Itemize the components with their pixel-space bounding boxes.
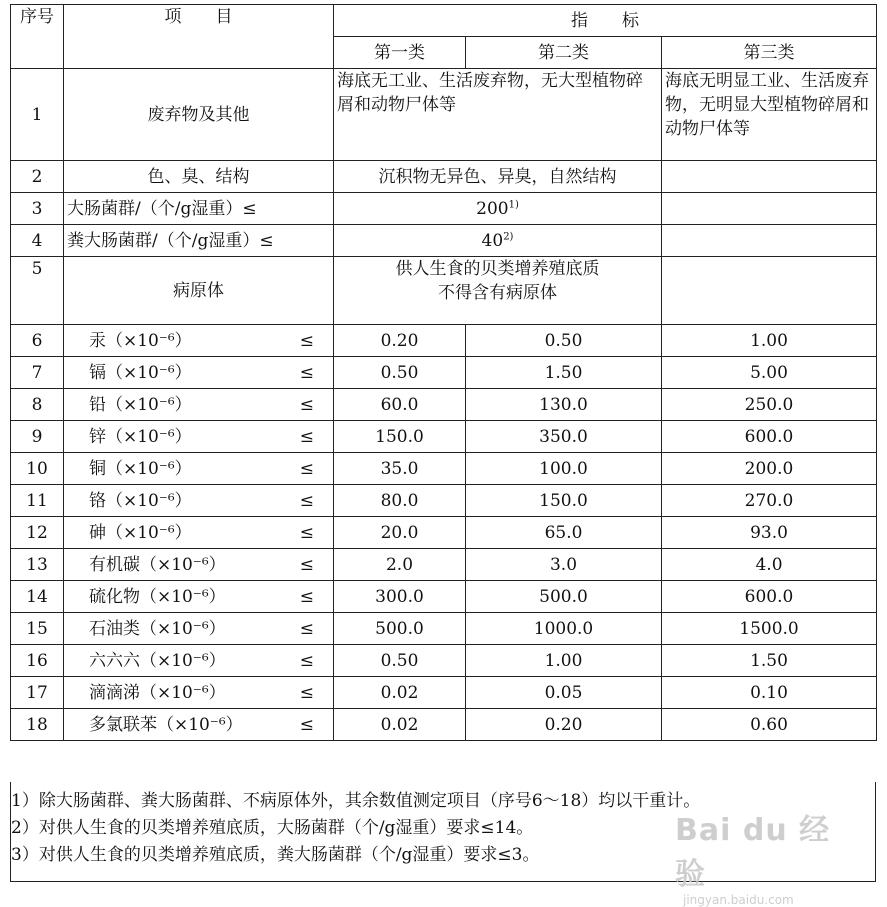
- class1-value: 0.02: [334, 677, 466, 709]
- class3-value: 600.0: [662, 421, 877, 453]
- class3-value: 1.00: [662, 325, 877, 357]
- table-row: [11, 225, 877, 257]
- row-item: [64, 421, 334, 453]
- table-row: [11, 677, 877, 709]
- unit-suffix: （×10⁻⁶）: [106, 330, 192, 351]
- leq-sign: ≤: [299, 618, 314, 639]
- row-item: [64, 709, 334, 741]
- class3-value: 0.60: [662, 709, 877, 741]
- unit-suffix: （×10⁻⁶）: [140, 682, 226, 703]
- substance-name: 铬: [89, 490, 106, 511]
- watermark-logo-text: Bai du 经验: [675, 813, 831, 892]
- row-class12-line2: 不得含有病原体: [438, 283, 557, 303]
- row-item: [64, 517, 334, 549]
- class1-value: 20.0: [334, 517, 466, 549]
- unit-suffix: （×10⁻⁶）: [106, 362, 192, 383]
- row-no: 6: [11, 325, 64, 357]
- row-item: 大肠菌群/（个/g湿重）≤: [64, 193, 334, 225]
- class3-value: 1.50: [662, 645, 877, 677]
- class1-value: 500.0: [334, 613, 466, 645]
- watermark-url: jingyan.baidu.com: [683, 893, 794, 907]
- row-item: [64, 485, 334, 517]
- row-no: 11: [11, 485, 64, 517]
- row-no: 9: [11, 421, 64, 453]
- row-no: 18: [11, 709, 64, 741]
- row-item: 废弃物及其他: [64, 69, 334, 161]
- unit-suffix: （×10⁻⁶）: [106, 426, 192, 447]
- substance-name: 锌: [89, 426, 106, 447]
- leq-sign: ≤: [299, 554, 314, 575]
- row-class12: [334, 257, 662, 325]
- leq-sign: ≤: [299, 330, 314, 351]
- unit-suffix: （×10⁻⁶）: [106, 490, 192, 511]
- substance-name: 有机碳: [89, 554, 140, 575]
- class2-value: 0.50: [466, 325, 662, 357]
- unit-suffix: （×10⁻⁶）: [140, 586, 226, 607]
- row-item: 粪大肠菌群/（个/g湿重）≤: [64, 225, 334, 257]
- table-row: [11, 453, 877, 485]
- unit-suffix: （×10⁻⁶）: [140, 554, 226, 575]
- table-row: [11, 257, 877, 325]
- table-row: [11, 485, 877, 517]
- row-class12: [334, 193, 662, 225]
- col-item-header: 项 目: [64, 5, 334, 69]
- leq-sign: ≤: [299, 522, 314, 543]
- class2-value: 1.50: [466, 357, 662, 389]
- unit-suffix: （×10⁻⁶）: [106, 458, 192, 479]
- table-row: [11, 517, 877, 549]
- class1-value: 0.02: [334, 709, 466, 741]
- value: 40: [481, 230, 504, 251]
- row-no: 13: [11, 549, 64, 581]
- row-item: 病原体: [64, 257, 334, 325]
- class3-value: 5.00: [662, 357, 877, 389]
- substance-name: 硫化物: [89, 586, 140, 607]
- row-no: 2: [11, 161, 64, 193]
- class2-value: 100.0: [466, 453, 662, 485]
- substance-name: 铅: [89, 394, 106, 415]
- class3-value: 200.0: [662, 453, 877, 485]
- class3-value: 270.0: [662, 485, 877, 517]
- table-row: [11, 421, 877, 453]
- class1-value: 2.0: [334, 549, 466, 581]
- class1-value: 0.50: [334, 357, 466, 389]
- class3-value: 1500.0: [662, 613, 877, 645]
- row-item: [64, 645, 334, 677]
- class1-value: 300.0: [334, 581, 466, 613]
- table-row: [11, 357, 877, 389]
- class3-value: 250.0: [662, 389, 877, 421]
- footnote-1: 1）除大肠菌群、粪大肠菌群、不病原体外，其余数值测定项目（序号6～18）均以干重计。: [11, 791, 701, 811]
- table-row: [11, 325, 877, 357]
- leq-sign: ≤: [299, 426, 314, 447]
- class1-value: 0.20: [334, 325, 466, 357]
- class3-header: 第三类: [662, 37, 877, 69]
- class1-header: 第一类: [334, 37, 466, 69]
- col-no-header: 序号: [11, 5, 64, 69]
- row-class12: 沉积物无异色、异臭，自然结构: [334, 161, 662, 193]
- leq-sign: ≤: [299, 586, 314, 607]
- class2-value: 65.0: [466, 517, 662, 549]
- row-class12-line1: 供人生食的贝类增养殖底质: [395, 259, 600, 279]
- class2-value: 1.00: [466, 645, 662, 677]
- table-row: [11, 613, 877, 645]
- class2-value: 150.0: [466, 485, 662, 517]
- class3-value: 600.0: [662, 581, 877, 613]
- class2-value: 0.05: [466, 677, 662, 709]
- class2-value: 1000.0: [466, 613, 662, 645]
- substance-name: 石油类: [89, 618, 140, 639]
- row-no: 17: [11, 677, 64, 709]
- row-item: [64, 581, 334, 613]
- row-no: 7: [11, 357, 64, 389]
- unit-suffix: （×10⁻⁶）: [140, 618, 226, 639]
- row-item: [64, 549, 334, 581]
- row-no: 8: [11, 389, 64, 421]
- substance-name: 镉: [89, 362, 106, 383]
- row-class3: [662, 193, 877, 225]
- row-no: 4: [11, 225, 64, 257]
- substance-name: 六六六: [89, 650, 140, 671]
- substance-name: 铜: [89, 458, 106, 479]
- substance-name: 砷: [89, 522, 106, 543]
- row-item: [64, 677, 334, 709]
- class2-value: 350.0: [466, 421, 662, 453]
- col-index-header: 指 标: [334, 5, 877, 37]
- leq-sign: ≤: [299, 458, 314, 479]
- footnote-3: 3）对供人生食的贝类增养殖底质，粪大肠菌群（个/g湿重）要求≤3。: [11, 845, 540, 865]
- table-row: [11, 389, 877, 421]
- row-no: 16: [11, 645, 64, 677]
- class3-value: 93.0: [662, 517, 877, 549]
- class1-value: 0.50: [334, 645, 466, 677]
- row-no: 5: [11, 257, 64, 325]
- leq-sign: ≤: [299, 682, 314, 703]
- table-row: [11, 161, 877, 193]
- row-item: [64, 389, 334, 421]
- table-row: [11, 193, 877, 225]
- row-item: [64, 325, 334, 357]
- substance-name: 汞: [89, 330, 106, 351]
- footnote-2: 2）对供人生食的贝类增养殖底质，大肠菌群（个/g湿重）要求≤14。: [11, 818, 534, 838]
- class2-value: 0.20: [466, 709, 662, 741]
- table-row: [11, 69, 877, 161]
- leq-sign: ≤: [299, 394, 314, 415]
- class1-value: 80.0: [334, 485, 466, 517]
- value: 200: [476, 198, 509, 219]
- row-no: 15: [11, 613, 64, 645]
- row-class3: [662, 257, 877, 325]
- row-no: 3: [11, 193, 64, 225]
- row-class12: 海底无工业、生活废弃物，无大型植物碎屑和动物尸体等: [334, 69, 662, 161]
- class1-value: 60.0: [334, 389, 466, 421]
- header-row: [11, 5, 877, 37]
- row-item: [64, 453, 334, 485]
- class1-value: 150.0: [334, 421, 466, 453]
- row-no: 14: [11, 581, 64, 613]
- class1-value: 35.0: [334, 453, 466, 485]
- unit-suffix: （×10⁻⁶）: [140, 650, 226, 671]
- class3-value: 4.0: [662, 549, 877, 581]
- row-no: 1: [11, 69, 64, 161]
- leq-sign: ≤: [299, 362, 314, 383]
- row-item: [64, 357, 334, 389]
- standard-table: [10, 4, 877, 741]
- unit-suffix: （×10⁻⁶）: [106, 394, 192, 415]
- row-item: 色、臭、结构: [64, 161, 334, 193]
- footnote-mark: 1): [508, 198, 519, 210]
- table-row: [11, 709, 877, 741]
- unit-suffix: （×10⁻⁶）: [157, 714, 243, 735]
- class2-value: 130.0: [466, 389, 662, 421]
- leq-sign: ≤: [299, 714, 314, 735]
- row-class3: [662, 161, 877, 193]
- row-class3: 海底无明显工业、生活废弃物，无明显大型植物碎屑和动物尸体等: [662, 69, 877, 161]
- baidu-watermark: [675, 805, 855, 907]
- row-class3: [662, 225, 877, 257]
- table-row: [11, 645, 877, 677]
- table-row: [11, 581, 877, 613]
- class2-value: 500.0: [466, 581, 662, 613]
- class2-value: 3.0: [466, 549, 662, 581]
- table-row: [11, 549, 877, 581]
- unit-suffix: （×10⁻⁶）: [106, 522, 192, 543]
- substance-name: 多氯联苯: [89, 714, 157, 735]
- leq-sign: ≤: [299, 650, 314, 671]
- leq-sign: ≤: [299, 490, 314, 511]
- row-item: [64, 613, 334, 645]
- class3-value: 0.10: [662, 677, 877, 709]
- substance-name: 滴滴涕: [89, 682, 140, 703]
- footnote-mark: 2): [503, 230, 514, 242]
- class2-header: 第二类: [466, 37, 662, 69]
- row-class12: [334, 225, 662, 257]
- row-no: 10: [11, 453, 64, 485]
- row-no: 12: [11, 517, 64, 549]
